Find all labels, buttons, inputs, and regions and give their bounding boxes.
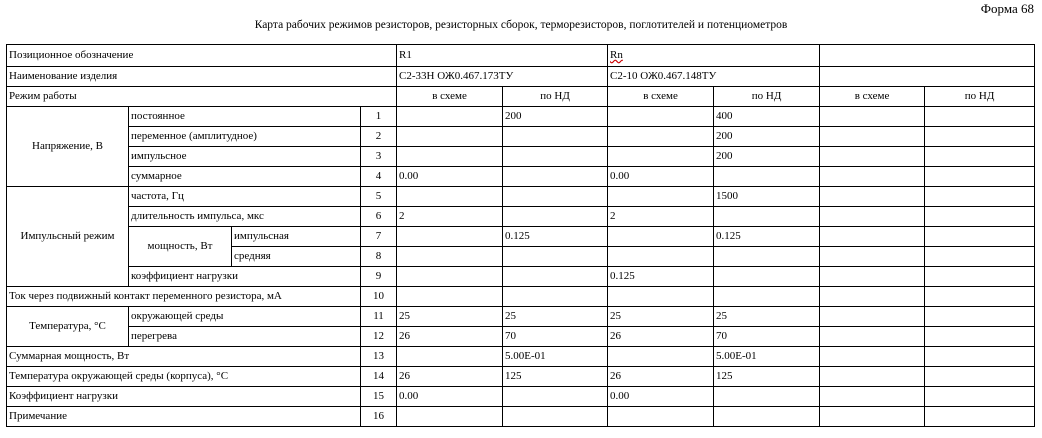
table-row — [7, 167, 1035, 187]
cell: 70 — [503, 327, 608, 347]
cell — [925, 407, 1035, 427]
component-2-designation — [608, 45, 820, 67]
position-label: Позиционное обозначение — [7, 45, 397, 67]
cell — [714, 167, 820, 187]
cell — [820, 387, 925, 407]
cell — [925, 147, 1035, 167]
form-number: Форма 68 — [980, 1, 1034, 16]
cell: 0.00 — [397, 387, 503, 407]
cell — [608, 227, 714, 247]
cell — [397, 227, 503, 247]
cell — [714, 247, 820, 267]
cell — [820, 327, 925, 347]
cell — [820, 127, 925, 147]
row-number: 1 — [361, 107, 397, 127]
cell: 26 — [608, 367, 714, 387]
row-label: коэффициент нагрузки — [129, 267, 361, 287]
cell — [925, 247, 1035, 267]
cell: 25 — [714, 307, 820, 327]
cell — [714, 267, 820, 287]
row-number: 12 — [361, 327, 397, 347]
cell: 200 — [714, 147, 820, 167]
cell — [925, 107, 1035, 127]
in-scheme-header: в схеме — [397, 87, 503, 107]
cell — [608, 127, 714, 147]
cell — [397, 147, 503, 167]
cell — [608, 347, 714, 367]
cell — [608, 287, 714, 307]
cell — [925, 327, 1035, 347]
cell: 70 — [714, 327, 820, 347]
cell — [397, 247, 503, 267]
row-label: переменное (амплитудное) — [129, 127, 361, 147]
table-row — [7, 387, 1035, 407]
table-row — [7, 327, 1035, 347]
row-label: Температура окружающей среды (корпуса), °С — [7, 367, 361, 387]
row-number: 7 — [361, 227, 397, 247]
row-number: 16 — [361, 407, 397, 427]
cell — [608, 247, 714, 267]
row-label: импульсное — [129, 147, 361, 167]
in-scheme-header: в схеме — [608, 87, 714, 107]
cell: 0.125 — [714, 227, 820, 247]
cell: 2 — [397, 207, 503, 227]
row-label: частота, Гц — [129, 187, 361, 207]
cell — [925, 167, 1035, 187]
row-number: 13 — [361, 347, 397, 367]
cell — [925, 307, 1035, 327]
cell — [714, 407, 820, 427]
temperature-group-label: Температура, °С — [7, 307, 129, 347]
table-row — [7, 287, 1035, 307]
cell — [820, 147, 925, 167]
row-label: перегрева — [129, 327, 361, 347]
component-1-name: С2-33Н ОЖ0.467.173ТУ — [397, 67, 608, 87]
cell — [397, 127, 503, 147]
cell: 25 — [397, 307, 503, 327]
cell — [820, 207, 925, 227]
cell: 200 — [714, 127, 820, 147]
cell: 0.125 — [503, 227, 608, 247]
row-number: 8 — [361, 247, 397, 267]
row-number: 10 — [361, 287, 397, 307]
component-2-name: С2-10 ОЖ0.467.148ТУ — [608, 67, 820, 87]
row-label: Коэффициент нагрузки — [7, 387, 361, 407]
table-row — [7, 367, 1035, 387]
cell — [397, 267, 503, 287]
cell — [503, 127, 608, 147]
row-label: постоянное — [129, 107, 361, 127]
cell: 26 — [397, 367, 503, 387]
cell: 400 — [714, 107, 820, 127]
cell — [925, 287, 1035, 307]
cell — [503, 407, 608, 427]
component-3-name — [820, 67, 1035, 87]
row-number: 2 — [361, 127, 397, 147]
cell: 1500 — [714, 187, 820, 207]
cell — [503, 247, 608, 267]
cell — [925, 387, 1035, 407]
cell: 26 — [397, 327, 503, 347]
cell: 200 — [503, 107, 608, 127]
cell: 25 — [503, 307, 608, 327]
cell — [397, 287, 503, 307]
cell: 5.00E-01 — [714, 347, 820, 367]
cell — [925, 187, 1035, 207]
row-number: 4 — [361, 167, 397, 187]
cell — [925, 227, 1035, 247]
cell — [925, 367, 1035, 387]
per-nd-header: по НД — [925, 87, 1035, 107]
cell — [820, 247, 925, 267]
cell — [503, 287, 608, 307]
cell — [820, 227, 925, 247]
cell — [503, 167, 608, 187]
pulse-mode-group-label: Импульсный режим — [7, 187, 129, 287]
cell — [925, 347, 1035, 367]
table-row — [7, 187, 1035, 207]
component-1-designation: R1 — [397, 45, 608, 67]
table-row — [7, 147, 1035, 167]
name-label: Наименование изделия — [7, 67, 397, 87]
cell — [503, 147, 608, 167]
cell — [503, 267, 608, 287]
component-2-designation-text: Rn — [610, 49, 623, 61]
per-nd-header: по НД — [503, 87, 608, 107]
row-number: 9 — [361, 267, 397, 287]
row-number: 6 — [361, 207, 397, 227]
position-row — [7, 45, 1035, 67]
cell — [608, 407, 714, 427]
cell — [397, 107, 503, 127]
page-title: Карта рабочих режимов резисторов, резисторных сборок, терморезисторов, поглотителей и потенциометров — [254, 19, 788, 31]
cell — [503, 187, 608, 207]
cell: 0.00 — [608, 387, 714, 407]
operating-modes-table — [6, 44, 1035, 427]
cell: 0.00 — [397, 167, 503, 187]
cell — [397, 347, 503, 367]
row-label: Ток через подвижный контакт переменного резистора, мА — [7, 287, 361, 307]
name-row — [7, 67, 1035, 87]
cell: 0.00 — [608, 167, 714, 187]
row-label: Примечание — [7, 407, 361, 427]
mode-label: Режим работы — [7, 87, 397, 107]
table-row — [7, 407, 1035, 427]
cell — [714, 387, 820, 407]
cell — [608, 107, 714, 127]
cell — [608, 187, 714, 207]
table-row — [7, 107, 1035, 127]
row-label: Суммарная мощность, Вт — [7, 347, 361, 367]
table-row — [7, 267, 1035, 287]
cell — [820, 167, 925, 187]
row-label: суммарное — [129, 167, 361, 187]
cell — [820, 287, 925, 307]
cell: 125 — [503, 367, 608, 387]
cell — [397, 187, 503, 207]
cell: 0.125 — [608, 267, 714, 287]
table-row — [7, 207, 1035, 227]
cell — [925, 207, 1035, 227]
row-label: импульсная — [232, 227, 361, 247]
cell: 25 — [608, 307, 714, 327]
row-label: длительность импульса, мкс — [129, 207, 361, 227]
cell — [925, 267, 1035, 287]
cell — [608, 147, 714, 167]
cell: 125 — [714, 367, 820, 387]
row-number: 5 — [361, 187, 397, 207]
table-row — [7, 127, 1035, 147]
voltage-group-label: Напряжение, В — [7, 107, 129, 187]
row-number: 3 — [361, 147, 397, 167]
component-3-designation — [820, 45, 1035, 67]
table-row — [7, 307, 1035, 327]
cell — [925, 127, 1035, 147]
cell — [820, 407, 925, 427]
cell — [820, 107, 925, 127]
per-nd-header: по НД — [714, 87, 820, 107]
table-row — [7, 347, 1035, 367]
mode-row — [7, 87, 1035, 107]
cell: 2 — [608, 207, 714, 227]
cell — [820, 347, 925, 367]
cell: 26 — [608, 327, 714, 347]
row-number: 14 — [361, 367, 397, 387]
cell — [503, 387, 608, 407]
cell — [820, 307, 925, 327]
cell — [714, 207, 820, 227]
power-group-label: мощность, Вт — [129, 227, 232, 267]
cell — [503, 207, 608, 227]
cell — [820, 267, 925, 287]
table-row — [7, 227, 1035, 247]
row-label: окружающей среды — [129, 307, 361, 327]
in-scheme-header: в схеме — [820, 87, 925, 107]
row-number: 15 — [361, 387, 397, 407]
cell — [820, 367, 925, 387]
cell — [397, 407, 503, 427]
row-number: 11 — [361, 307, 397, 327]
cell: 5.00E-01 — [503, 347, 608, 367]
cell — [714, 287, 820, 307]
cell — [820, 187, 925, 207]
row-label: средняя — [232, 247, 361, 267]
